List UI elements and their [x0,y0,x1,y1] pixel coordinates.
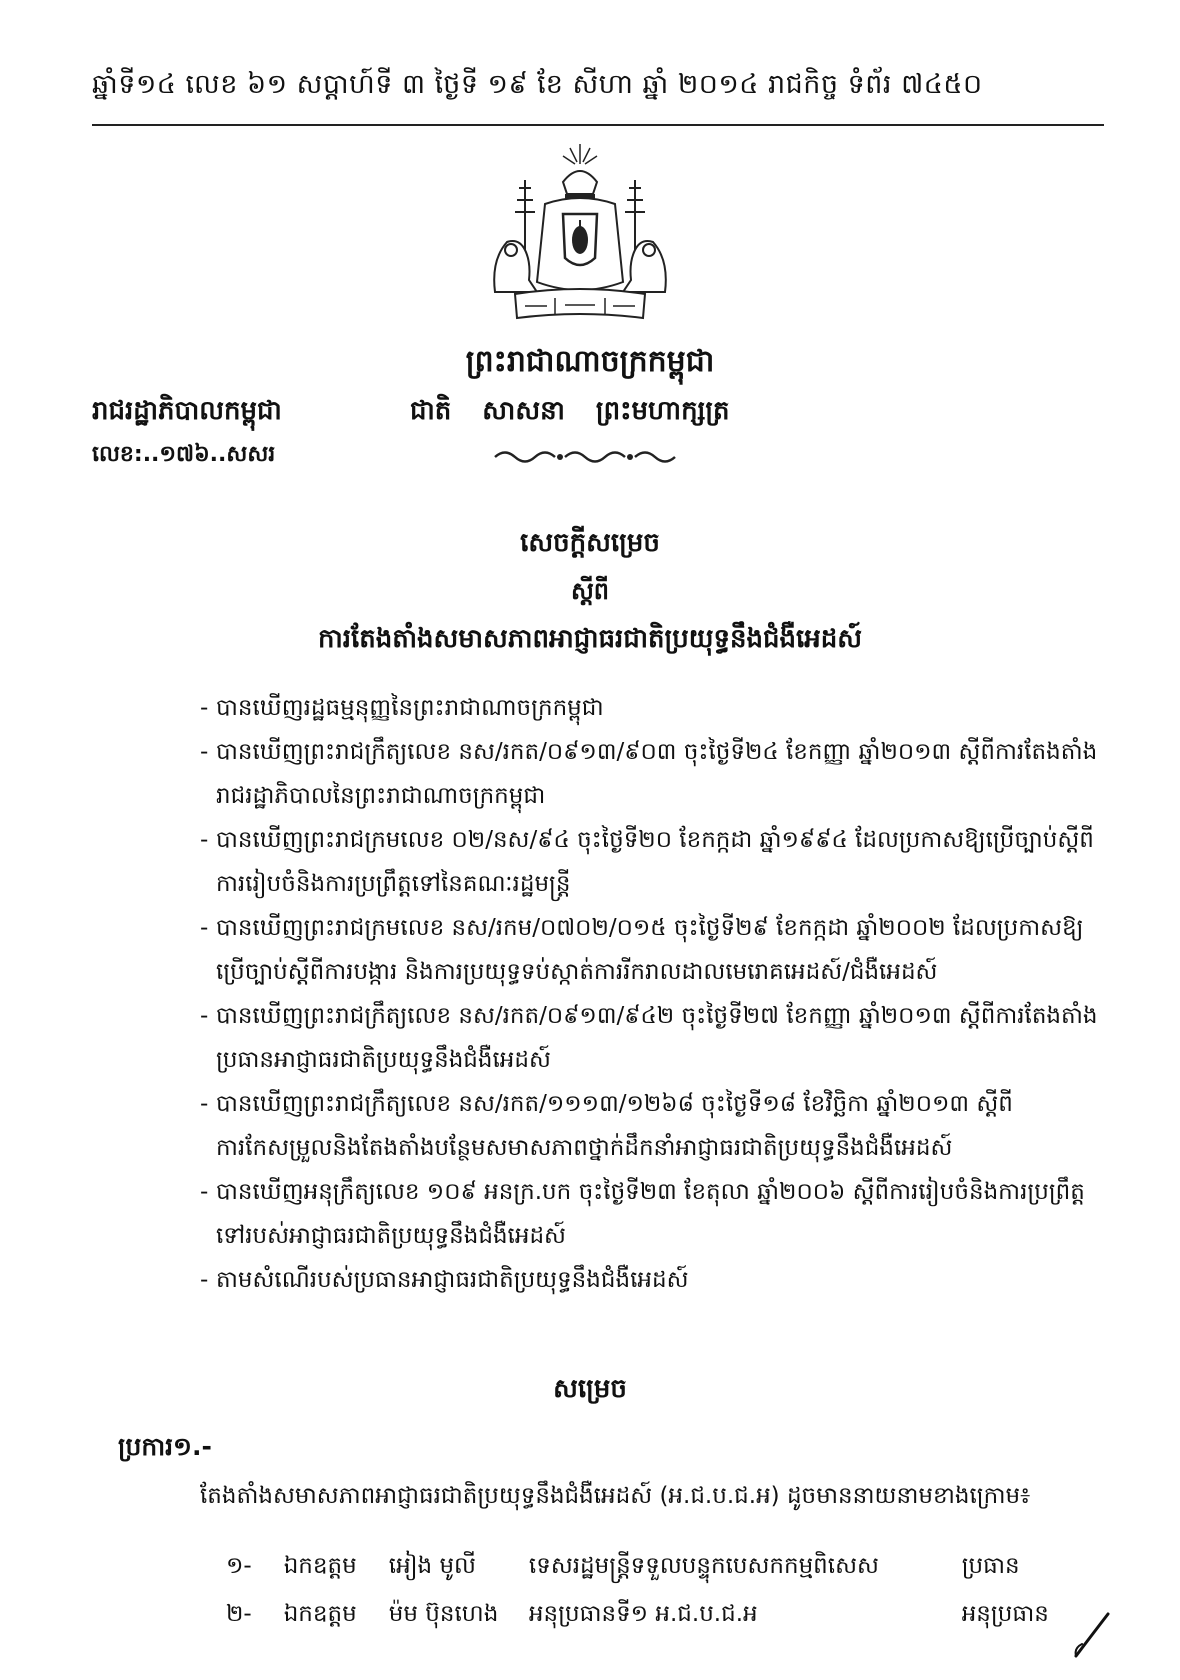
initial-mark-icon [1068,1610,1118,1660]
national-motto: ជាតិ សាសនា ព្រះមហាក្សត្រ [410,396,730,426]
member-name: អៀង មូលី [388,1553,476,1579]
consideration-item: - បានឃើញព្រះរាជក្រមលេខ ០២/នស/៩៤ ចុះថ្ងៃទី២០ ខែកក្កដា ឆ្នាំ១៩៩៤ ដែលប្រកាសឱ្យប្រើច្បាប់ស្តីពីការរៀបចំនិងការប្រព្រឹត្តទៅនៃគណៈរដ្ឋមន្ត្រី [200,818,1100,906]
table-row [226,1596,1106,1644]
decision-number: លេខ:..១៧៦..សសរ [92,442,276,467]
consideration-item: - បានឃើញព្រះរាជក្រឹត្យលេខ នស/រកត/០៩១៣/៩០៣ ចុះថ្ងៃទី២៤ ខែកញ្ញា ឆ្នាំ២០១៣ ស្តីពីការតែងតាំងរាជរដ្ឋាភិបាលនៃព្រះរាជាណាចក្រកម្ពុជា [200,730,1100,818]
consideration-item: - បានឃើញរដ្ឋធម្មនុញ្ញនៃព្រះរាជាណាចក្រកម្ពុជា [200,686,1100,730]
consideration-item: - បានឃើញអនុក្រឹត្យលេខ ១០៩ អនក្រ.បក ចុះថ្ងៃទី២៣ ខែតុលា ឆ្នាំ២០០៦ ស្តីពីការរៀបចំនិងការប្រព្រឹត្តទៅរបស់អាជ្ញាធរជាតិប្រយុទ្ធនឹងជំងឺអេដស៍ [200,1170,1100,1258]
member-role: អនុប្រធាន [961,1601,1049,1627]
government-name: រាជរដ្ឋាភិបាលកម្ពុជា [92,396,282,426]
consideration-item: - បានឃើញព្រះរាជក្រឹត្យលេខ នស/រកត/១១១៣/១២៦៨ ចុះថ្ងៃទី១៨ ខែវិច្ឆិកា ឆ្នាំ២០១៣ ស្តីពីការកែសម្រួលនិងតែងតាំងបន្ថែមសមាសភាពថ្នាក់ដឹកនាំអាជ្ញាធរជាតិប្រយុទ្ធនឹងជំងឺអេដស៍ [200,1082,1100,1170]
member-name: ម៉ម ប៊ុនហេង [388,1601,499,1627]
member-number: ១- [226,1553,252,1579]
gazette-header: ឆ្នាំទី១៤ លេខ ៦១ សប្តាហ៍ទី ៣ ថ្ងៃទី ១៩ ខែ សីហា ឆ្នាំ ២០១៤ រាជកិច្ច ទំព័រ ៧៤៥០ [92,69,983,100]
considerations-list [200,686,1100,1302]
member-role: ប្រធាន [961,1553,1020,1579]
decides-heading: សម្រេច [553,1374,627,1404]
article-intro: តែងតាំងសមាសភាពអាជ្ញាធរជាតិប្រយុទ្ធនឹងជំងឺអេដស៍ (អ.ជ.ប.ជ.អ) ដូចមាននាយនាមខាងក្រោម៖ [200,1483,1031,1509]
decision-subject-intro: ស្តីពី [570,577,610,605]
consideration-item: - បានឃើញព្រះរាជក្រឹត្យលេខ នស/រកត/០៩១៣/៩៤២ ចុះថ្ងៃទី២៧ ខែកញ្ញា ឆ្នាំ២០១៣ ស្តីពីការតែងតាំងប្រធានអាជ្ញាធរជាតិប្រយុទ្ធនឹងជំងឺអេដស៍ [200,994,1100,1082]
motto-ornament [490,446,680,468]
consideration-item: - តាមសំណើរបស់ប្រធានអាជ្ញាធរជាតិប្រយុទ្ធនឹងជំងឺអេដស៍ [200,1258,1100,1302]
member-honorific: ឯកឧត្តម [283,1601,357,1627]
members-table [226,1548,1106,1644]
member-position: ទេសរដ្ឋមន្ត្រីទទួលបន្ទុកបេសកកម្មពិសេស [528,1553,879,1579]
header-divider [92,124,1104,126]
article-heading: ប្រការ១.- [118,1432,212,1461]
table-row [226,1548,1106,1596]
consideration-item: - បានឃើញព្រះរាជក្រមលេខ នស/រកម/០៧០២/០១៥ ចុះថ្ងៃទី២៩ ខែកក្កដា ឆ្នាំ២០០២ ដែលប្រកាសឱ្យប្រើច្បាប់ស្តីពីការបង្ការ និងការប្រយុទ្ធទប់ស្កាត់ការរីករាលដាលមេរោគអេដស៍/ជំងឺអេដស៍ [200,906,1100,994]
royal-arms-icon [485,142,675,327]
member-number: ២- [226,1601,252,1627]
member-position: អនុប្រធានទី១ អ.ជ.ប.ជ.អ [528,1601,758,1627]
decision-subject: ការតែងតាំងសមាសភាពអាជ្ញាធរជាតិប្រយុទ្ធនឹងជំងឺអេដស៍ [317,624,863,654]
kingdom-title: ព្រះរាជាណាចក្រកម្ពុជា [465,344,715,379]
decision-title: សេចក្តីសម្រេច [520,528,660,558]
member-honorific: ឯកឧត្តម [283,1553,357,1579]
